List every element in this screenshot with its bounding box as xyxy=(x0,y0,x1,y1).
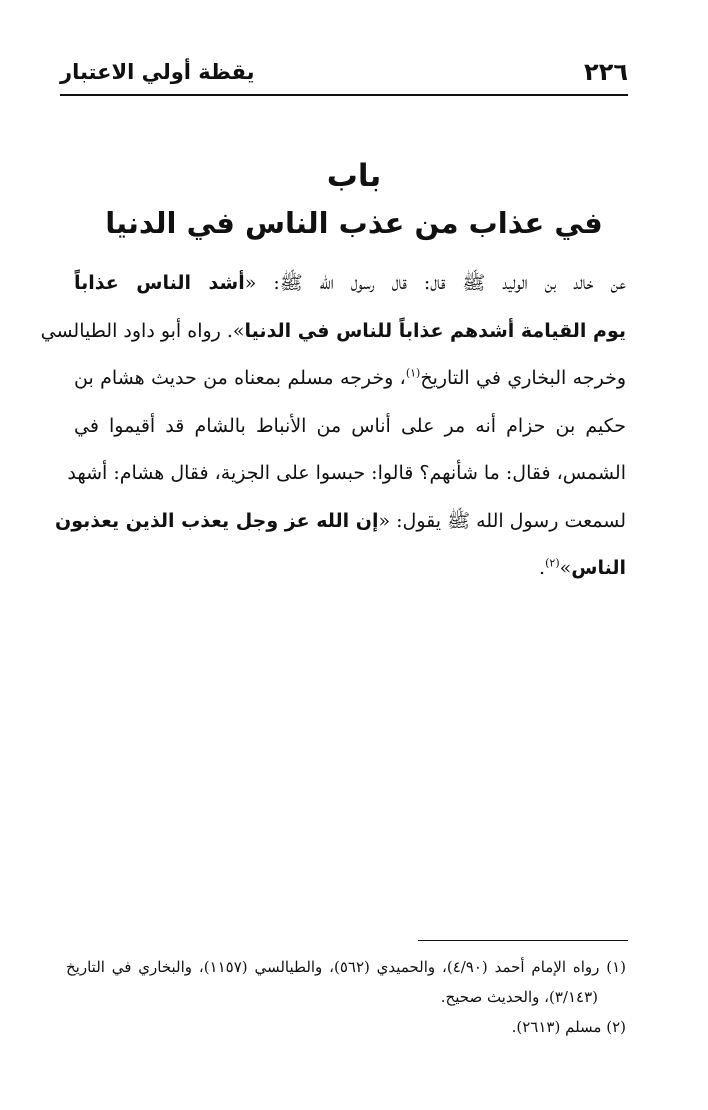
hadith-text-bold: أشد الناس عذاباً xyxy=(74,272,245,294)
body-text-normal: وخرجه البخاري في التاريخ xyxy=(420,367,626,389)
hadith-text-bold: إن الله عز وجل يعذب الذين يعذبون xyxy=(55,509,379,532)
footnotes xyxy=(66,952,626,1042)
page-number: ٢٢٦ xyxy=(584,58,628,86)
footnote-1-line-2: (٣/١٤٣)، والحديث صحيح. xyxy=(440,988,598,1006)
body-line-4 xyxy=(74,403,626,451)
body-paragraph xyxy=(40,260,626,593)
footnote-divider xyxy=(418,940,628,941)
body-line-3 xyxy=(74,355,626,403)
chapter-heading: باب xyxy=(326,158,382,194)
hadith-text-bold: يوم القيامة أشدهم عذاباً للناس في الدنيا xyxy=(244,319,626,342)
body-line-5 xyxy=(67,450,626,498)
footnote-marker[interactable]: (٢) xyxy=(545,556,560,570)
body-text-normal: » xyxy=(559,557,572,579)
body-text-normal: الشمس، فقال: ما شأنهم؟ قالوا: حبسوا على الجزية، فقال هشام: أشهد xyxy=(67,462,626,484)
hadith-text-bold: الناس xyxy=(571,557,626,579)
body-text-normal: . xyxy=(539,557,546,579)
body-line-6 xyxy=(55,498,626,546)
body-line-2 xyxy=(40,308,626,356)
footnote-2: (٢) مسلم (٢٦١٣). xyxy=(511,1018,626,1036)
body-line-1 xyxy=(74,260,626,308)
body-text-normal: ». رواه أبو داود الطيالسي xyxy=(40,319,245,342)
body-text-normal: ، وخرجه مسلم بمعناه من حديث هشام بن xyxy=(74,367,406,389)
footnote-marker[interactable]: (١) xyxy=(405,366,421,380)
body-text-normal: لسمعت رسول الله ﷺ يقول: « xyxy=(378,509,626,532)
body-line-7 xyxy=(74,545,626,593)
body-text-normal: حكيم بن حزام أنه مر على أناس من الأنباط بالشام قد أقيموا في xyxy=(74,414,626,437)
footnote-1-line-1: (١) رواه الإمام أحمد (٤/٩٠)، والحميدي (٥٦٢)، والطيالسي (١١٥٧)، والبخاري في التاريخ xyxy=(66,958,626,976)
book-title: يقظة أولي الاعتبار xyxy=(60,60,255,84)
running-header xyxy=(60,56,628,96)
body-text-normal: عن خالد بن الوليد ﷺ قال: قال رسول الله ﷺ: « xyxy=(244,272,626,294)
chapter-subtitle: في عذاب من عذب الناس في الدنيا xyxy=(105,206,603,240)
